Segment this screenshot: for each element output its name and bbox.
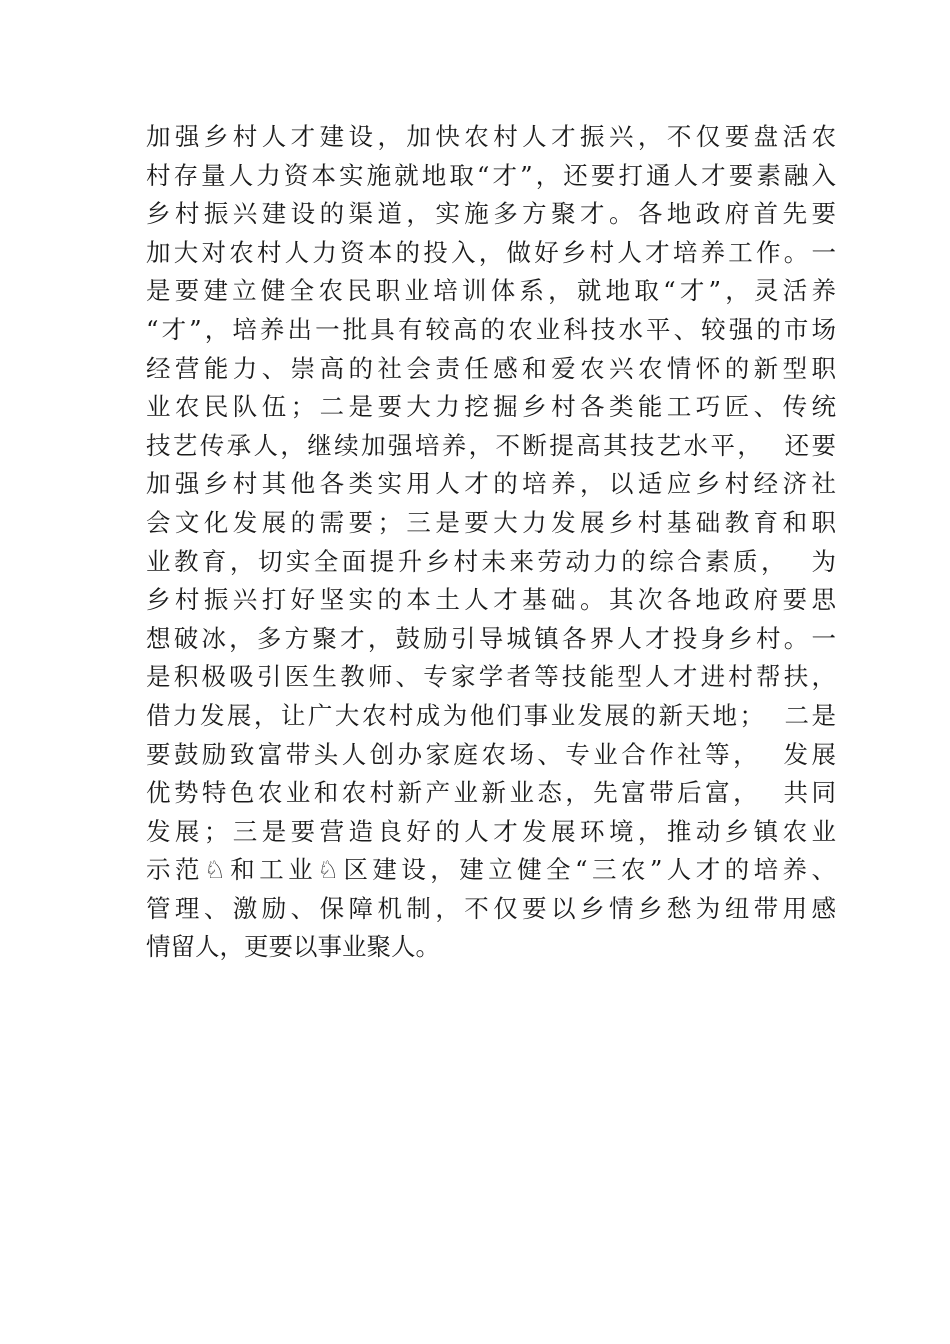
paragraph-line: 乡村振兴打好坚实的本土人才基础。其次各地政府要思 — [146, 585, 836, 615]
paragraph-line: 想破冰，多方聚才，鼓励引导城镇各界人才投身乡村。一 — [146, 623, 836, 653]
paragraph-line: 是积极吸引医生教师、专家学者等技能型人才进村帮扶， — [146, 662, 836, 692]
paragraph-line: 业农民队伍；二是要大力挖掘乡村各类能工巧匠、传统 — [146, 392, 836, 422]
body-paragraph — [146, 118, 836, 967]
paragraph-line: 发展；三是要营造良好的人才发展环境，推动乡镇农业 — [146, 816, 836, 846]
paragraph-line: 是要建立健全农民职业培训体系，就地取“才”，灵活养 — [146, 276, 836, 306]
paragraph-line: 要鼓励致富带头人创办家庭农场、专业合作社等， 发展 — [146, 739, 836, 769]
paragraph-line: 业教育，切实全面提升乡村未来劳动力的综合素质， 为 — [146, 546, 836, 576]
paragraph-line: 加强乡村其他各类实用人才的培养，以适应乡村经济社 — [146, 469, 836, 499]
paragraph-line: 加强乡村人才建设，加快农村人才振兴，不仅要盘活农 — [146, 122, 836, 151]
paragraph-line: 示范♘和工业♘区建设，建立健全“三农”人才的培养、 — [146, 855, 836, 885]
paragraph-line: “才”，培养出一批具有较高的农业科技水平、较强的市场 — [146, 314, 836, 344]
paragraph-line: 会文化发展的需要；三是要大力发展乡村基础教育和职 — [146, 507, 836, 537]
paragraph-line: 技艺传承人，继续加强培养，不断提高其技艺水平， 还要 — [146, 430, 836, 460]
paragraph-line: 乡村振兴建设的渠道，实施多方聚才。各地政府首先要 — [146, 199, 836, 229]
paragraph-line: 借力发展，让广大农村成为他们事业发展的新天地； 二是 — [146, 700, 836, 730]
paragraph-line: 加大对农村人力资本的投入，做好乡村人才培养工作。一 — [146, 237, 836, 267]
paragraph-line: 经营能力、崇高的社会责任感和爱农兴农情怀的新型职 — [146, 353, 836, 383]
paragraph-line: 村存量人力资本实施就地取“才”，还要打通人才要素融入 — [146, 160, 836, 190]
paragraph-line: 优势特色农业和农村新产业新业态，先富带后富， 共同 — [146, 778, 836, 808]
paragraph-line: 情留人，更要以事业聚人。 — [146, 932, 440, 962]
paragraph-line: 管理、激励、保障机制，不仅要以乡情乡愁为纽带用感 — [146, 893, 836, 923]
